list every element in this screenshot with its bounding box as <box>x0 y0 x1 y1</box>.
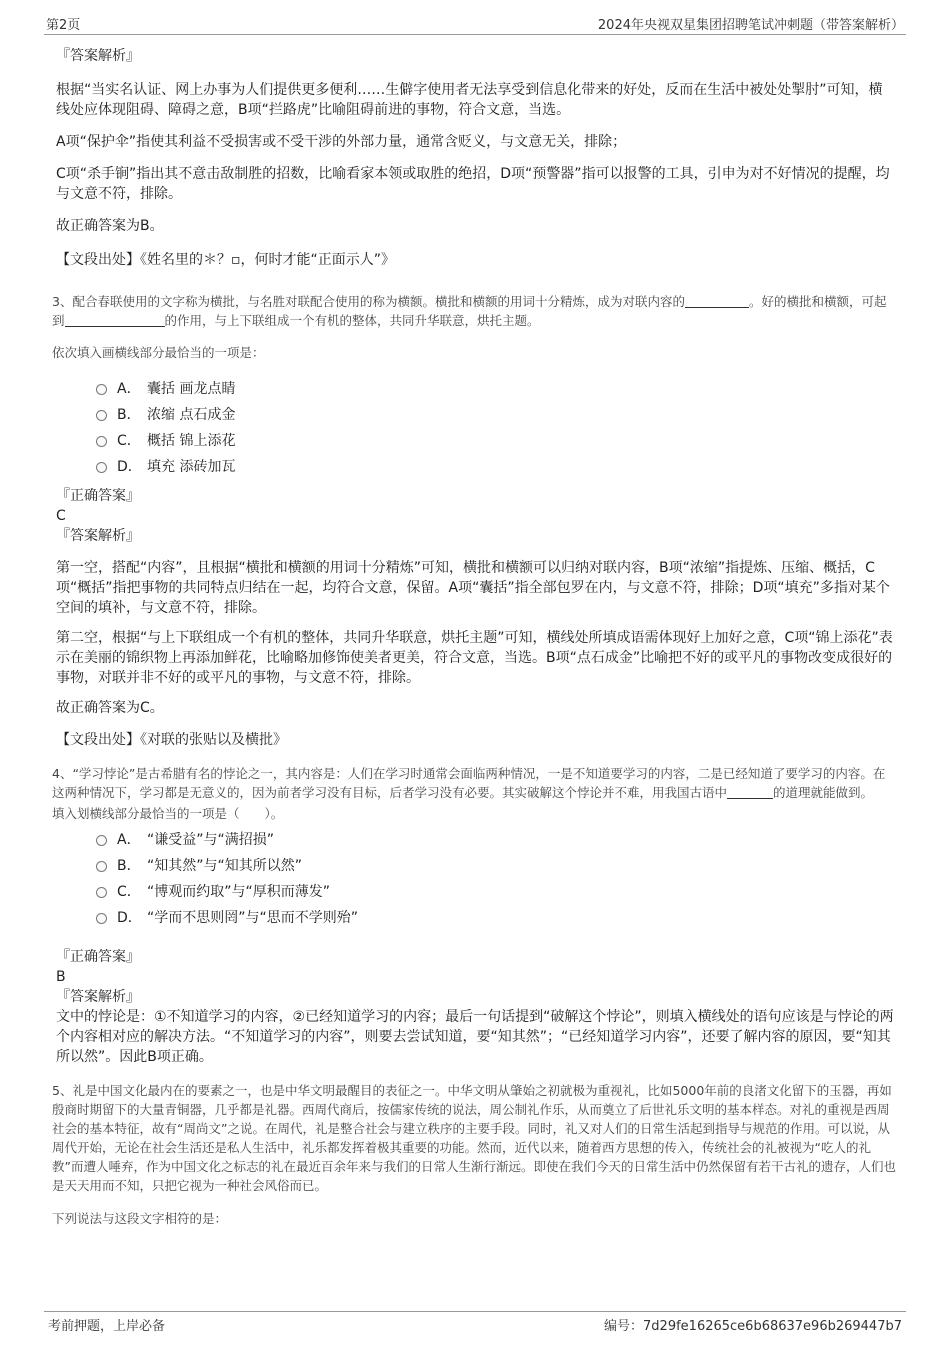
document-body <box>52 46 896 1228</box>
footer-slogan: 考前押题，上岸必备 <box>48 1319 166 1334</box>
q2-analysis-p2: A项“保护伞”指使其利益不受损害或不受干涉的外部力量，通常含贬义，与文意无关，排除； <box>56 134 627 150</box>
option-text: “学而不思则罔”与“思而不学则殆” <box>147 910 359 926</box>
q3-analysis-p2: 第二空，根据“与上下联组成一个有机的整体，共同升华联意，烘托主题”可知，横线处所填成语需体现好上加好之意，C项“锦上添花”表示在美丽的锦织物上再添加鲜花，比喻略加修饰使美者更美，符合文意，当选。B项“点石成金”比喻把不好的或平凡的事物改变成很好的事物，对联并非不好的或平凡的事物，与文意不符，排除。 <box>56 630 893 686</box>
radio-icon[interactable] <box>96 410 107 421</box>
q3-options <box>96 376 896 480</box>
option-text: 囊括 画龙点睛 <box>147 381 236 397</box>
q4-answer-tag: 『正确答案』 <box>56 949 140 965</box>
q3-analysis-p1: 第一空，搭配“内容”，且根据“横批和横额的用词十分精炼”可知，横批和横额可以归纳对联内容，B项“浓缩”指提炼、压缩、概括，C项“概括”指把事物的共同特点归结在一起，均符合文意，保留。A项“囊括”指全部包罗在内，与文意不符，排除；D项“填充”多指对某个空间的填补，与文意不符，排除。 <box>56 560 890 616</box>
q4-analysis-p1: 文中的悖论是：①不知道学习的内容，②已经知道学习的内容；最后一句话提到“破解这个悖论”，则填入横线处的语句应该是与悖论的两个内容相对应的解决方法。“不知道学习的内容”，则要去尝试知道，要“知其然”；“已经知道学习内容”，还要了解内容的原因，要“知其所以然”。因此B项正确。 <box>56 1009 894 1065</box>
page-header <box>44 14 906 35</box>
option-text: “博观而约取”与“厚积而薄发” <box>147 884 331 900</box>
q3-stem-b: 。好的横批和横额，可起到 <box>52 294 887 328</box>
q5-stem: 5、礼是中国文化最内在的要素之一，也是中华文明最醒目的表征之一。中华文明从肇始之初就极为重视礼，比如5000年前的良渚文化留下的玉器，再如殷商时期留下的大量青铜器，几乎都是礼器。西周代商后，按儒家传统的说法，周公制礼作乐，从而奠立了后世礼乐文明的基本样态。对礼的重视是西周社会的基本特征，故有“周尚文”之说。在周代，礼是整合社会与建立秩序的主要手段。同时，礼又对人们的日常生活起到指导与规范的作用。可以说，从周代开始，无论在社会生活还是私人生活中，礼乐都发挥着极其重要的功能。然而，近代以来，随着西方思想的传入，传统社会的礼被视为“吃人的礼教”而遭人唾弃，作为中国文化之标志的礼在最近百余年来与我们的日常人生渐行渐远。即使在我们今天的日常生活中仍然保留有若干古礼的遗存，人们也是天天用而不知，只把它视为一种社会风俗而已。 <box>52 1083 896 1193</box>
option-letter: B． <box>117 407 141 423</box>
radio-icon[interactable] <box>96 384 107 395</box>
option-letter: C． <box>117 884 141 900</box>
option-letter: A． <box>117 381 141 397</box>
document-id: 编号：7d29fe16265ce6b68637e96b269447b7 <box>604 1319 902 1334</box>
q4-analysis-tag: 『答案解析』 <box>56 989 140 1005</box>
q2-analysis-tag: 『答案解析』 <box>56 48 140 64</box>
q4-stem <box>52 764 896 802</box>
q4-prompt: 填入划横线部分最恰当的一项是（ ）。 <box>52 806 284 821</box>
q3-blank-1 <box>685 293 749 308</box>
q3-source: 【文段出处】《对联的张贴以及横批》 <box>56 732 287 748</box>
option-text: 浓缩 点石成金 <box>147 407 236 423</box>
q3-analysis-tag: 『答案解析』 <box>56 528 140 544</box>
q4-option-d[interactable] <box>96 905 896 931</box>
q4-blank <box>727 784 773 799</box>
option-letter: C． <box>117 433 141 449</box>
q3-answer-tag: 『正确答案』 <box>56 488 140 504</box>
q3-option-d[interactable] <box>96 454 896 480</box>
q4-stem-b: 的道理就能做到。 <box>773 785 874 800</box>
option-letter: A． <box>117 832 141 848</box>
q3-stem-a: 3、配合春联使用的文字称为横批，与名胜对联配合使用的称为横额。横批和横额的用词十分精炼，成为对联内容的 <box>52 294 685 309</box>
q3-option-a[interactable] <box>96 376 896 402</box>
radio-icon[interactable] <box>96 887 107 898</box>
option-text: “谦受益”与“满招损” <box>147 832 275 848</box>
option-letter: D． <box>117 459 142 475</box>
radio-icon[interactable] <box>96 436 107 447</box>
radio-icon[interactable] <box>96 835 107 846</box>
document-title: 2024年央视双星集团招聘笔试冲刺题（带答案解析） <box>597 18 904 33</box>
q2-analysis-p1: 根据“当实名认证、网上办事为人们提供更多便利……生僻字使用者无法享受到信息化带来的好处，反而在生活中被处处掣肘”可知，横线处应体现阻碍、障碍之意，B项“拦路虎”比喻阻碍前进的事物，符合文意，当选。 <box>56 82 883 118</box>
radio-icon[interactable] <box>96 462 107 473</box>
q2-analysis-p3: C项“杀手锏”指出其不意击敌制胜的招数，比喻看家本领或取胜的绝招，D项“预警器”指可以报警的工具，引申为对不好情况的提醒，均与文意不符，排除。 <box>56 166 890 202</box>
q4-options <box>96 827 896 931</box>
option-text: “知其然”与“知其所以然” <box>147 858 303 874</box>
q4-answer: B <box>56 969 66 985</box>
page-number: 第2页 <box>46 18 81 33</box>
q2-source: 【文段出处】《姓名里的＊？▫，何时才能“正面示人”》 <box>56 252 395 268</box>
q3-analysis-p3: 故正确答案为C。 <box>56 700 164 716</box>
radio-icon[interactable] <box>96 913 107 924</box>
q3-stem-c: 的作用，与上下联组成一个有机的整体，共同升华联意，烘托主题。 <box>164 313 540 328</box>
page-footer <box>44 1311 906 1334</box>
q3-blank-2 <box>65 312 165 327</box>
q3-option-b[interactable] <box>96 402 896 428</box>
option-text: 概括 锦上添花 <box>147 433 236 449</box>
q2-analysis-p4: 故正确答案为B。 <box>56 218 164 234</box>
q3-prompt: 依次填入画横线部分最恰当的一项是： <box>52 345 265 360</box>
q4-option-c[interactable] <box>96 879 896 905</box>
option-letter: B． <box>117 858 141 874</box>
option-text: 填充 添砖加瓦 <box>147 459 236 475</box>
q5-prompt: 下列说法与这段文字相符的是： <box>52 1211 228 1226</box>
q3-answer: C <box>56 508 66 524</box>
q3-stem <box>52 292 896 330</box>
radio-icon[interactable] <box>96 861 107 872</box>
q4-option-a[interactable] <box>96 827 896 853</box>
q4-stem-a: 4、“学习悖论”是古希腊有名的悖论之一，其内容是：人们在学习时通常会面临两种情况，一是不知道要学习的内容，二是已经知道了要学习的内容。在这两种情况下，学习都是无意义的，因为前者学习没有目标，后者学习没有必要。其实破解这个悖论并不难，用我国古语中 <box>52 766 886 800</box>
q4-option-b[interactable] <box>96 853 896 879</box>
option-letter: D． <box>117 910 142 926</box>
q3-option-c[interactable] <box>96 428 896 454</box>
